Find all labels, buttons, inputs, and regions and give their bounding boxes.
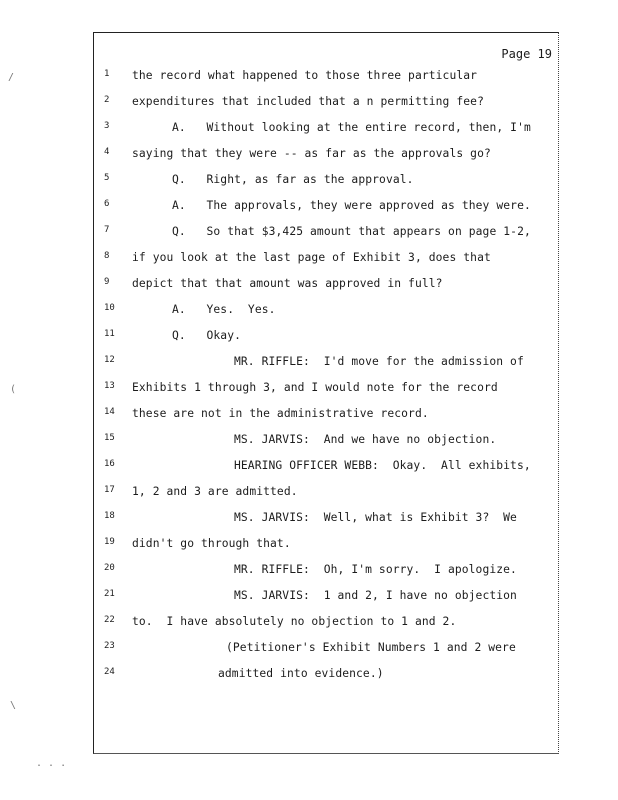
scan-mark: / <box>8 72 15 83</box>
line-number: 9 <box>104 277 110 287</box>
line-number: 19 <box>104 537 115 547</box>
transcript-line: depict that that amount was approved in full? <box>132 277 443 290</box>
transcript-line: A. The approvals, they were approved as they were. <box>172 199 531 212</box>
transcript-line: MS. JARVIS: Well, what is Exhibit 3? We <box>234 511 517 524</box>
line-number: 2 <box>104 95 110 105</box>
transcript-line: HEARING OFFICER WEBB: Okay. All exhibits, <box>234 459 531 472</box>
line-number: 15 <box>104 433 115 443</box>
line-number: 13 <box>104 381 115 391</box>
transcript-line: Exhibits 1 through 3, and I would note for the record <box>132 381 498 394</box>
line-number: 23 <box>104 641 115 651</box>
line-number: 12 <box>104 355 115 365</box>
line-number: 20 <box>104 563 115 573</box>
transcript-line: MR. RIFFLE: I'd move for the admission of <box>234 355 524 368</box>
line-number: 17 <box>104 485 115 495</box>
transcript-line: MR. RIFFLE: Oh, I'm sorry. I apologize. <box>234 563 517 576</box>
transcript-line: Q. Okay. <box>172 329 242 342</box>
line-number: 16 <box>104 459 115 469</box>
line-number: 4 <box>104 147 110 157</box>
line-number: 21 <box>104 589 115 599</box>
line-number: 6 <box>104 199 110 209</box>
line-number: 3 <box>104 121 110 131</box>
line-number: 11 <box>104 329 115 339</box>
transcript-line: Q. Right, as far as the approval. <box>172 173 414 186</box>
line-number: 7 <box>104 225 110 235</box>
line-number: 18 <box>104 511 115 521</box>
transcript-line: these are not in the administrative record. <box>132 407 429 420</box>
transcript-page <box>93 32 559 754</box>
transcript-line: MS. JARVIS: 1 and 2, I have no objection <box>234 589 517 602</box>
scan-mark: \ <box>10 700 17 711</box>
line-number: 5 <box>104 173 110 183</box>
transcript-line: A. Yes. Yes. <box>172 303 276 316</box>
transcript-line: didn't go through that. <box>132 537 291 550</box>
transcript-line: A. Without looking at the entire record, then, I'm <box>172 121 531 134</box>
page-number: Page 19 <box>501 47 552 61</box>
transcript-line: to. I have absolutely no objection to 1 and 2. <box>132 615 457 628</box>
transcript-line: the record what happened to those three particular <box>132 69 478 82</box>
transcript-line: 1, 2 and 3 are admitted. <box>132 485 298 498</box>
transcript-line: if you look at the last page of Exhibit 3, does that <box>132 251 491 264</box>
transcript-line: admitted into evidence.) <box>218 667 384 680</box>
transcript-line: MS. JARVIS: And we have no objection. <box>234 433 497 446</box>
transcript-line: saying that they were -- as far as the approvals go? <box>132 147 491 160</box>
line-number: 8 <box>104 251 110 261</box>
transcript-line: Q. So that $3,425 amount that appears on page 1-2, <box>172 225 531 238</box>
line-number: 10 <box>104 303 115 313</box>
scan-mark: . . . <box>36 758 67 769</box>
scan-mark: ( <box>10 384 17 395</box>
transcript-line: (Petitioner's Exhibit Numbers 1 and 2 were <box>226 641 516 654</box>
line-number: 22 <box>104 615 115 625</box>
line-number: 24 <box>104 667 115 677</box>
transcript-line: expenditures that included that a n permitting fee? <box>132 95 484 108</box>
line-number: 1 <box>104 69 110 79</box>
line-number: 14 <box>104 407 115 417</box>
